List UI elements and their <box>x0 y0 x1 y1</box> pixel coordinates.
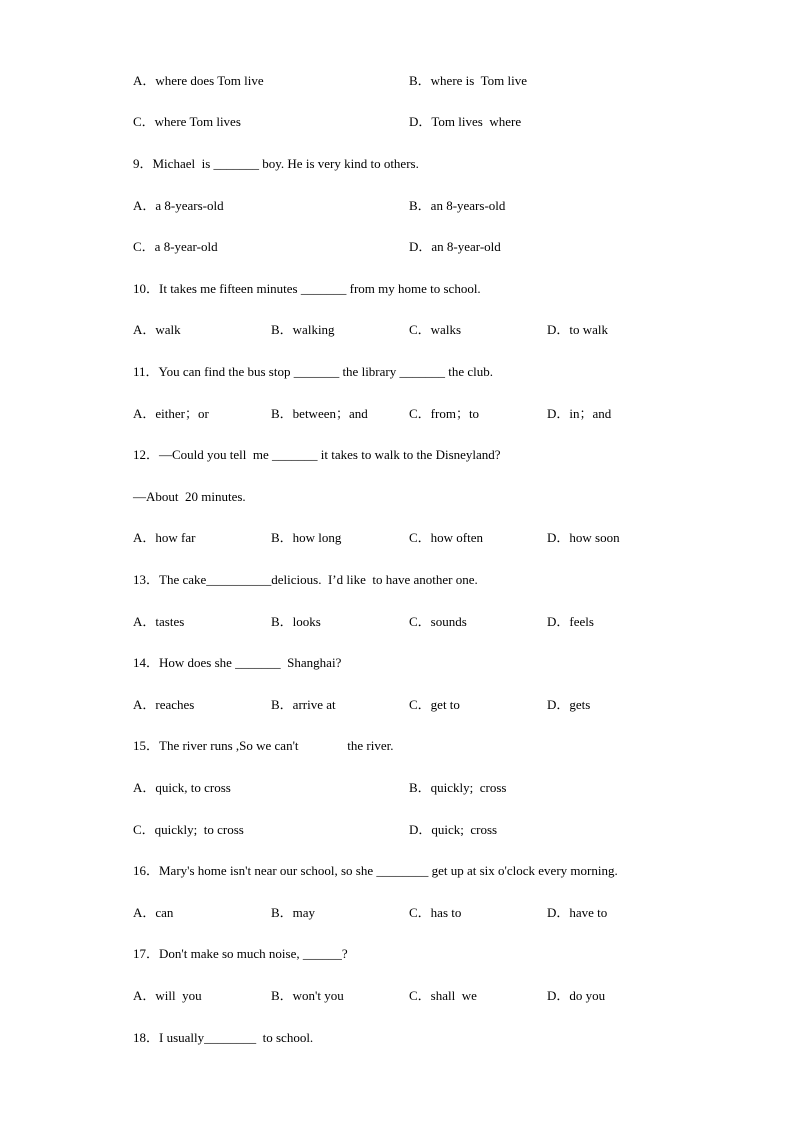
q15-option-d: D．quick; cross <box>409 822 498 837</box>
q8-option-b: B．where is Tom live <box>409 73 528 88</box>
q12-option-b: B．how long <box>271 530 342 545</box>
q10-option-c: C．walks <box>409 322 462 337</box>
q13-option-b: B．looks <box>271 614 321 629</box>
q11-stem: 11．You can find the bus stop _______ the library _______ the club. <box>133 364 493 379</box>
q15-option-a: A．quick, to cross <box>133 780 231 795</box>
q16-option-c: C．has to <box>409 905 462 920</box>
q17-option-d: D．do you <box>547 988 606 1003</box>
q16-option-b: B．may <box>271 905 316 920</box>
q14-stem: 14．How does she _______ Shanghai? <box>133 655 342 670</box>
q11-option-c: C．from；to <box>409 406 480 421</box>
q16-option-a: A．can <box>133 905 174 920</box>
q12-option-a: A．how far <box>133 530 196 545</box>
q17-option-c: C．shall we <box>409 988 477 1003</box>
q14-option-c: C．get to <box>409 697 460 712</box>
q9-option-c: C．a 8-year-old <box>133 239 218 254</box>
q14-option-a: A．reaches <box>133 697 195 712</box>
q13-option-a: A．tastes <box>133 614 185 629</box>
q16-option-d: D．have to <box>547 905 608 920</box>
q11-option-d: D．in；and <box>547 406 612 421</box>
q17-option-b: B．won't you <box>271 988 344 1003</box>
q11-option-b: B．between；and <box>271 406 368 421</box>
q14-option-b: B．arrive at <box>271 697 336 712</box>
q9-option-b: B．an 8-years-old <box>409 198 506 213</box>
q9-option-d: D．an 8-year-old <box>409 239 501 254</box>
q9-stem: 9．Michael is _______ boy. He is very kind to others. <box>133 156 419 171</box>
q12-stem: 12．—Could you tell me _______ it takes to walk to the Disneyland? <box>133 447 501 462</box>
q15-option-b: B．quickly; cross <box>409 780 507 795</box>
q17-option-a: A．will you <box>133 988 202 1003</box>
q13-stem: 13．The cake__________delicious. I’d like to have another one. <box>133 572 478 587</box>
q8-option-a: A．where does Tom live <box>133 73 264 88</box>
q13-option-c: C．sounds <box>409 614 467 629</box>
q10-option-b: B．walking <box>271 322 335 337</box>
q11-option-a: A．either；or <box>133 406 209 421</box>
q15-stem: 15．The river runs ,So we can't the river. <box>133 738 394 753</box>
q13-option-d: D．feels <box>547 614 594 629</box>
q12-option-c: C．how often <box>409 530 484 545</box>
q8-option-d: D．Tom lives where <box>409 114 522 129</box>
q10-stem: 10．It takes me fifteen minutes _______ from my home to school. <box>133 281 481 296</box>
q12-reply: —About 20 minutes. <box>133 489 246 504</box>
q10-option-d: D．to walk <box>547 322 609 337</box>
q16-stem: 16．Mary's home isn't near our school, so she ________ get up at six o'clock every morning. <box>133 863 618 878</box>
q15-option-c: C．quickly; to cross <box>133 822 244 837</box>
q9-option-a: A．a 8-years-old <box>133 198 224 213</box>
q10-option-a: A．walk <box>133 322 181 337</box>
q12-option-d: D．how soon <box>547 530 620 545</box>
q14-option-d: D．gets <box>547 697 591 712</box>
q17-stem: 17．Don't make so much noise, ______? <box>133 946 348 961</box>
q18-stem: 18．I usually________ to school. <box>133 1030 314 1045</box>
q8-option-c: C．where Tom lives <box>133 114 241 129</box>
